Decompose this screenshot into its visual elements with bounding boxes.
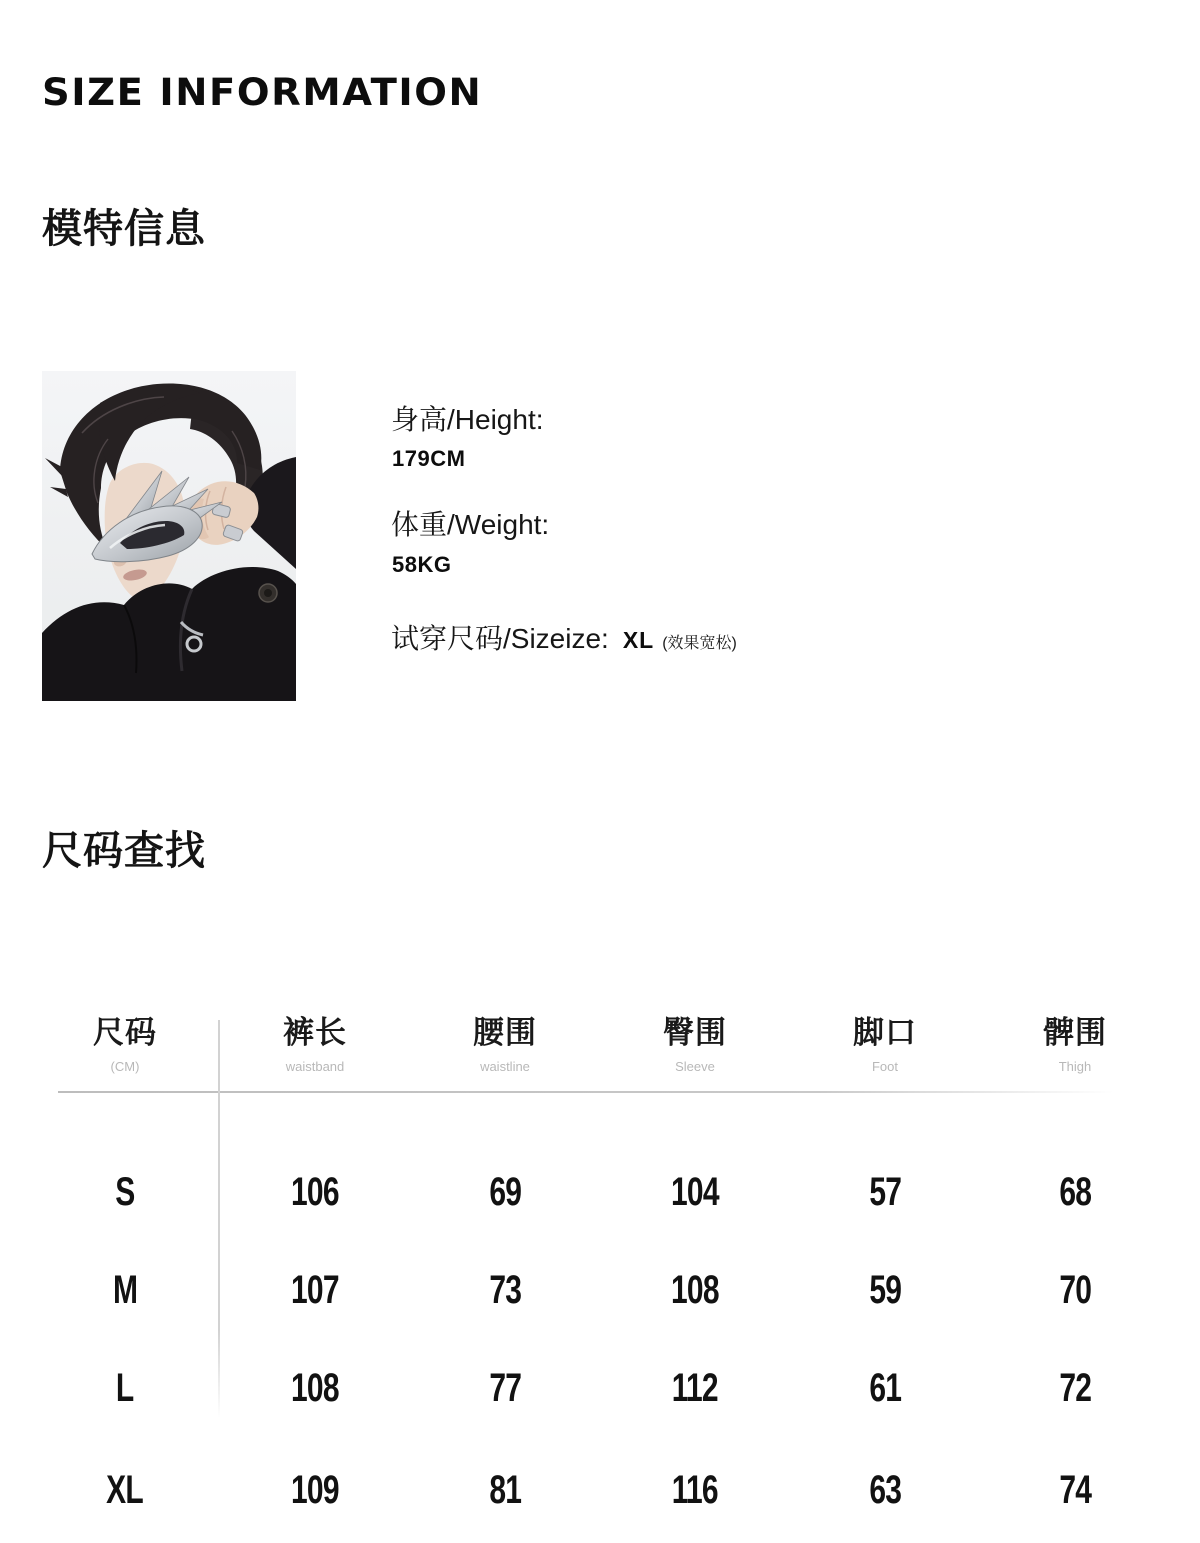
weight-value: 58KG: [392, 552, 452, 577]
size-table: [30, 1015, 1170, 1530]
size-value: 104: [671, 1170, 719, 1214]
page-title: SIZE INFORMATION: [42, 71, 483, 114]
size-lookup-heading: 尺码查找: [42, 829, 206, 873]
size-value: 59: [869, 1268, 901, 1312]
size-value: 61: [869, 1366, 901, 1410]
column-header-leg-opening: 脚口 Foot: [853, 1015, 917, 1074]
model-info-heading: 模特信息: [42, 207, 206, 251]
model-photo-illustration: [42, 371, 296, 701]
column-header-thigh: 髀围 Thigh: [1043, 1015, 1107, 1074]
size-value: 108: [291, 1366, 339, 1410]
column-header-pant-length: 裤长 waistband: [283, 1015, 347, 1074]
size-value: 70: [1059, 1268, 1091, 1312]
size-label: S: [115, 1170, 135, 1214]
column-header-waist: 腰围 waistline: [473, 1015, 537, 1074]
height-label: 身高/Height:: [391, 404, 544, 435]
table-row-s: [30, 1170, 1170, 1214]
table-row-xl: [30, 1468, 1170, 1512]
table-row-l: [30, 1366, 1170, 1410]
size-value: 72: [1059, 1366, 1091, 1410]
size-worn-note: (效果宽松): [662, 635, 737, 652]
weight-label: 体重/Weight:: [391, 509, 550, 540]
size-value: 107: [291, 1268, 339, 1312]
size-value: 77: [489, 1366, 521, 1410]
model-photo: [42, 371, 296, 701]
size-worn-label: 试穿尺码/Sizeize:: [391, 623, 609, 654]
column-header-hip: 臀围 Sleeve: [663, 1015, 727, 1074]
size-value: 116: [671, 1468, 719, 1512]
size-value: 73: [489, 1268, 521, 1312]
size-label: L: [116, 1366, 134, 1410]
size-value: 57: [869, 1170, 901, 1214]
size-value: 112: [671, 1366, 719, 1410]
size-value: 68: [1059, 1170, 1091, 1214]
size-value: 63: [869, 1468, 901, 1512]
size-value: 81: [489, 1468, 521, 1512]
size-value: 106: [291, 1170, 339, 1214]
table-header-divider: [58, 1091, 1114, 1093]
column-header-size: 尺码 (CM): [93, 1015, 157, 1074]
table-column-divider: [218, 1020, 220, 1418]
size-table-header: [30, 1015, 1170, 1074]
table-row-m: [30, 1268, 1170, 1312]
size-worn-value: XL: [622, 627, 655, 653]
size-value: 108: [671, 1268, 719, 1312]
size-label: M: [112, 1268, 138, 1312]
size-value: 69: [489, 1170, 521, 1214]
size-value: 109: [291, 1468, 339, 1512]
size-worn-row: [391, 623, 737, 655]
size-label: XL: [106, 1468, 144, 1512]
height-value: 179CM: [392, 446, 466, 471]
size-value: 74: [1059, 1468, 1091, 1512]
